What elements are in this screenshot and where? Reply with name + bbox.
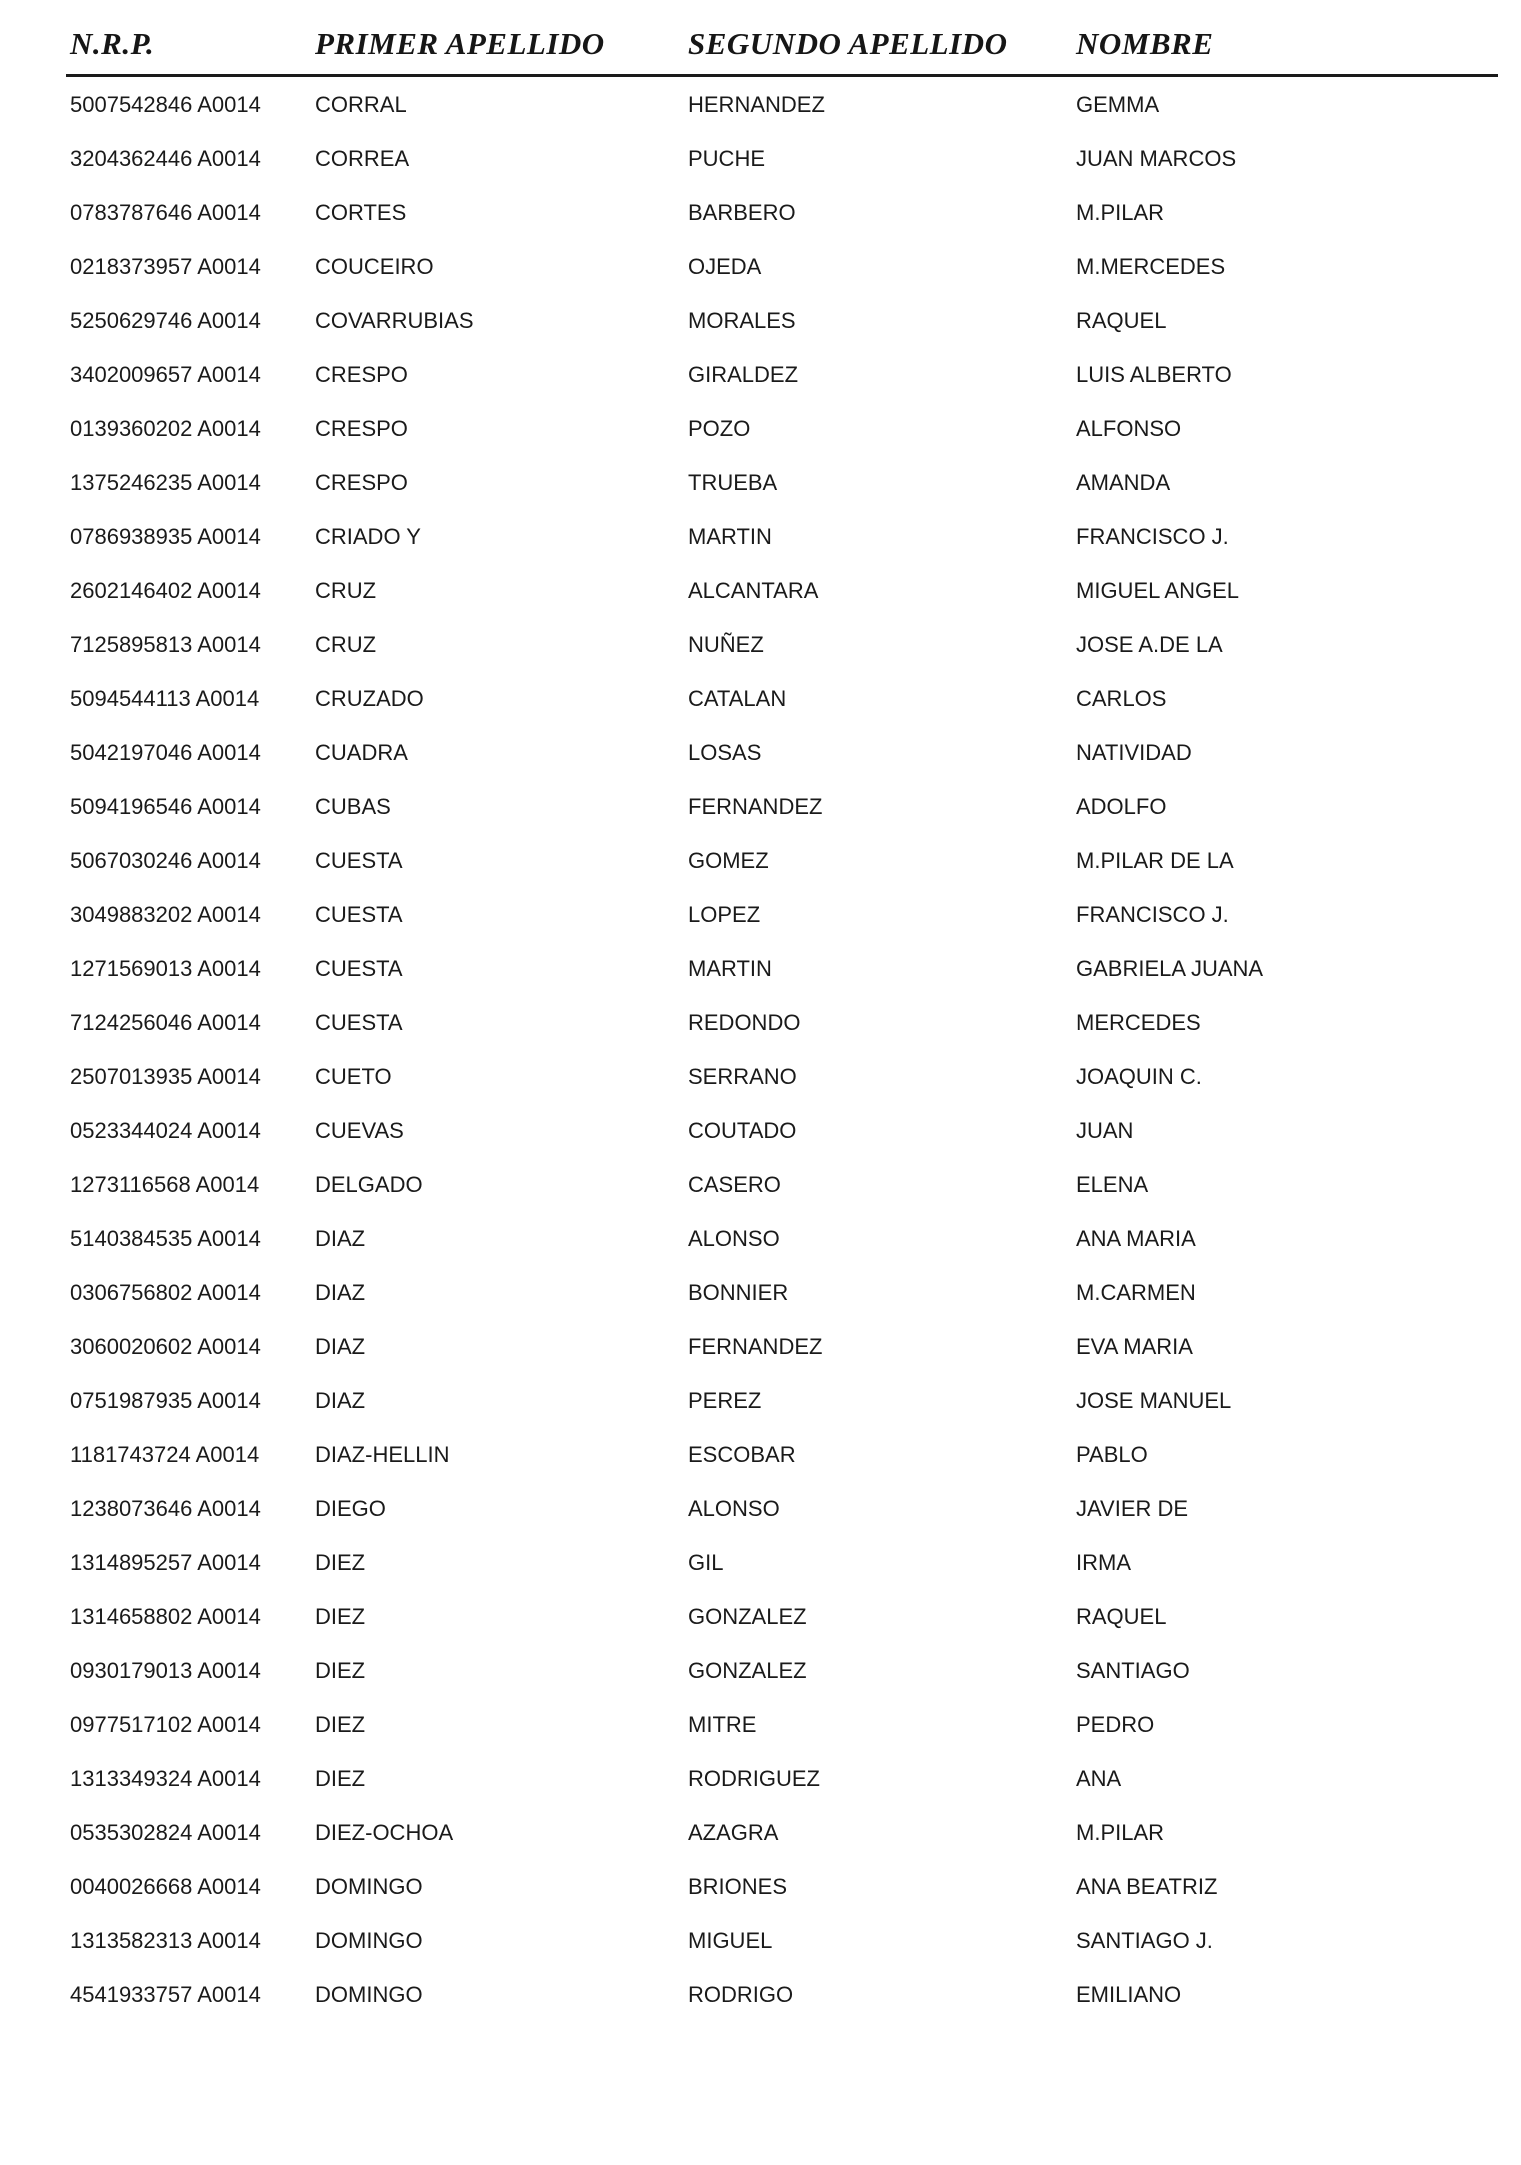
cell-nrp: 5067030246 A0014 [70,848,261,873]
cell-segundo-apellido: BRIONES [688,1874,788,1899]
cell-nombre: IRMA [1076,1550,1131,1575]
cell-nombre: M.MERCEDES [1076,254,1226,279]
cell-nrp: 1273116568 A0014 [70,1172,260,1197]
table-row [0,1652,1521,1706]
cell-nombre: GEMMA [1076,92,1160,117]
cell-nrp: 0786938935 A0014 [70,524,261,549]
cell-primer-apellido: DELGADO [315,1172,423,1197]
cell-primer-apellido: CORTES [315,200,407,225]
cell-nrp: 1238073646 A0014 [70,1496,261,1521]
cell-segundo-apellido: ALONSO [688,1496,780,1521]
cell-primer-apellido: DIAZ [315,1226,366,1251]
table-row [0,1490,1521,1544]
cell-nombre: RAQUEL [1076,308,1167,333]
cell-primer-apellido: DIEZ [315,1604,366,1629]
cell-segundo-apellido: GIL [688,1550,724,1575]
cell-nrp: 0523344024 A0014 [70,1118,261,1143]
cell-segundo-apellido: MARTIN [688,956,772,981]
cell-nombre: JUAN MARCOS [1076,146,1237,171]
cell-primer-apellido: COUCEIRO [315,254,434,279]
header-segundo-apellido: SEGUNDO APELLIDO [688,26,1008,61]
cell-nombre: CARLOS [1076,686,1167,711]
cell-segundo-apellido: MORALES [688,308,796,333]
header-nombre: NOMBRE [1076,26,1214,61]
table-row [0,1544,1521,1598]
cell-primer-apellido: CUBAS [315,794,391,819]
cell-nrp: 0306756802 A0014 [70,1280,261,1305]
header-primer-apellido: PRIMER APELLIDO [315,26,605,61]
table-body [0,86,1521,2030]
table-row [0,1382,1521,1436]
cell-segundo-apellido: MARTIN [688,524,772,549]
cell-primer-apellido: DIEZ [315,1658,366,1683]
cell-nombre: MIGUEL ANGEL [1076,578,1240,603]
table-row [0,788,1521,842]
table-row [0,410,1521,464]
cell-primer-apellido: CRESPO [315,362,408,387]
cell-segundo-apellido: FERNANDEZ [688,1334,823,1359]
table-row [0,842,1521,896]
cell-nrp: 5042197046 A0014 [70,740,261,765]
table-row [0,86,1521,140]
cell-segundo-apellido: LOSAS [688,740,762,765]
cell-segundo-apellido: FERNANDEZ [688,794,823,819]
cell-primer-apellido: DIAZ-HELLIN [315,1442,450,1467]
cell-nombre: ADOLFO [1076,794,1167,819]
table-row [0,1976,1521,2030]
table-row [0,1166,1521,1220]
cell-nrp: 7125895813 A0014 [70,632,261,657]
header-divider [66,74,1498,77]
cell-nrp: 1313349324 A0014 [70,1766,261,1791]
table-row [0,1436,1521,1490]
cell-segundo-apellido: MITRE [688,1712,757,1737]
cell-primer-apellido: DIEZ [315,1766,366,1791]
header-nrp: N.R.P. [70,26,155,61]
cell-segundo-apellido: CATALAN [688,686,787,711]
table-row [0,302,1521,356]
cell-nrp: 0139360202 A0014 [70,416,261,441]
cell-nombre: SANTIAGO [1076,1658,1190,1683]
cell-primer-apellido: DOMINGO [315,1874,423,1899]
cell-nrp: 7124256046 A0014 [70,1010,261,1035]
cell-segundo-apellido: REDONDO [688,1010,801,1035]
cell-primer-apellido: DIAZ [315,1280,366,1305]
cell-segundo-apellido: BONNIER [688,1280,789,1305]
cell-nombre: GABRIELA JUANA [1076,956,1264,981]
cell-nombre: NATIVIDAD [1076,740,1192,765]
cell-nombre: LUIS ALBERTO [1076,362,1232,387]
cell-nrp: 1181743724 A0014 [70,1442,260,1467]
cell-nombre: M.PILAR DE LA [1076,848,1234,873]
table-header [0,26,1521,76]
cell-primer-apellido: CORREA [315,146,410,171]
cell-nrp: 5140384535 A0014 [70,1226,261,1251]
cell-segundo-apellido: ESCOBAR [688,1442,796,1467]
cell-primer-apellido: DIEZ [315,1550,366,1575]
cell-primer-apellido: CUETO [315,1064,392,1089]
cell-nombre: AMANDA [1076,470,1171,495]
cell-nrp: 1271569013 A0014 [70,956,261,981]
cell-nombre: PEDRO [1076,1712,1155,1737]
table-row [0,1922,1521,1976]
cell-segundo-apellido: GONZALEZ [688,1604,807,1629]
cell-primer-apellido: CRUZADO [315,686,424,711]
cell-primer-apellido: DIEZ-OCHOA [315,1820,454,1845]
cell-segundo-apellido: NUÑEZ [688,632,764,657]
cell-primer-apellido: COVARRUBIAS [315,308,474,333]
cell-segundo-apellido: GONZALEZ [688,1658,807,1683]
cell-nrp: 1314658802 A0014 [70,1604,261,1629]
cell-nombre: ANA [1076,1766,1122,1791]
cell-nombre: M.PILAR [1076,1820,1165,1845]
cell-nrp: 5007542846 A0014 [70,92,261,117]
cell-nombre: JAVIER DE [1076,1496,1189,1521]
table-row [0,1814,1521,1868]
cell-segundo-apellido: AZAGRA [688,1820,779,1845]
cell-segundo-apellido: LOPEZ [688,902,761,927]
cell-segundo-apellido: CASERO [688,1172,781,1197]
cell-primer-apellido: DIEZ [315,1712,366,1737]
cell-nrp: 5250629746 A0014 [70,308,261,333]
cell-nrp: 1375246235 A0014 [70,470,261,495]
cell-nombre: M.PILAR [1076,200,1165,225]
cell-segundo-apellido: MIGUEL [688,1928,773,1953]
cell-primer-apellido: CRESPO [315,470,408,495]
cell-nrp: 3049883202 A0014 [70,902,261,927]
table-row [0,1868,1521,1922]
cell-nombre: RAQUEL [1076,1604,1167,1629]
table-row [0,356,1521,410]
cell-segundo-apellido: BARBERO [688,200,796,225]
table-row [0,1004,1521,1058]
table-row [0,248,1521,302]
table-row [0,1058,1521,1112]
cell-segundo-apellido: OJEDA [688,254,762,279]
cell-segundo-apellido: COUTADO [688,1118,797,1143]
cell-primer-apellido: CUESTA [315,956,403,981]
table-row [0,1706,1521,1760]
cell-primer-apellido: DIAZ [315,1388,366,1413]
cell-nrp: 5094196546 A0014 [70,794,261,819]
table-row [0,518,1521,572]
cell-nrp: 0930179013 A0014 [70,1658,261,1683]
cell-nrp: 1314895257 A0014 [70,1550,261,1575]
table-row [0,194,1521,248]
cell-nombre: M.CARMEN [1076,1280,1196,1305]
table-row [0,1760,1521,1814]
cell-nombre: JUAN [1076,1118,1134,1143]
cell-segundo-apellido: GIRALDEZ [688,362,799,387]
cell-nombre: JOAQUIN C. [1076,1064,1202,1089]
cell-nombre: JOSE A.DE LA [1076,632,1223,657]
cell-primer-apellido: DOMINGO [315,1928,423,1953]
table-row [0,1598,1521,1652]
cell-nrp: 3204362446 A0014 [70,146,261,171]
cell-segundo-apellido: HERNANDEZ [688,92,825,117]
cell-primer-apellido: CUESTA [315,848,403,873]
cell-primer-apellido: CORRAL [315,92,407,117]
cell-segundo-apellido: RODRIGO [688,1982,794,2007]
table-row [0,1220,1521,1274]
cell-primer-apellido: CUESTA [315,902,403,927]
cell-nrp: 0218373957 A0014 [70,254,261,279]
table-row [0,896,1521,950]
cell-nombre: ANA BEATRIZ [1076,1874,1218,1899]
table-row [0,680,1521,734]
cell-nrp: 5094544113 A0014 [70,686,260,711]
cell-nombre: SANTIAGO J. [1076,1928,1213,1953]
table-row [0,140,1521,194]
cell-primer-apellido: CUADRA [315,740,408,765]
cell-nrp: 3060020602 A0014 [70,1334,261,1359]
cell-nrp: 2507013935 A0014 [70,1064,261,1089]
cell-nombre: ANA MARIA [1076,1226,1196,1251]
cell-primer-apellido: DIEGO [315,1496,386,1521]
cell-segundo-apellido: GOMEZ [688,848,769,873]
cell-nombre: EMILIANO [1076,1982,1182,2007]
table-row [0,1328,1521,1382]
cell-primer-apellido: CUESTA [315,1010,403,1035]
cell-segundo-apellido: TRUEBA [688,470,778,495]
cell-nombre: MERCEDES [1076,1010,1201,1035]
cell-nrp: 0535302824 A0014 [70,1820,261,1845]
cell-nrp: 4541933757 A0014 [70,1982,261,2007]
cell-primer-apellido: CRUZ [315,578,377,603]
cell-nrp: 0783787646 A0014 [70,200,261,225]
cell-nrp: 3402009657 A0014 [70,362,261,387]
cell-primer-apellido: DIAZ [315,1334,366,1359]
cell-nombre: EVA MARIA [1076,1334,1193,1359]
cell-primer-apellido: CRUZ [315,632,377,657]
cell-segundo-apellido: SERRANO [688,1064,797,1089]
cell-primer-apellido: CRIADO Y [315,524,421,549]
cell-nombre: PABLO [1076,1442,1148,1467]
cell-nrp: 0040026668 A0014 [70,1874,261,1899]
cell-segundo-apellido: RODRIGUEZ [688,1766,820,1791]
table-row [0,1274,1521,1328]
cell-nombre: FRANCISCO J. [1076,524,1229,549]
cell-nombre: FRANCISCO J. [1076,902,1229,927]
cell-primer-apellido: CUEVAS [315,1118,404,1143]
cell-nrp: 1313582313 A0014 [70,1928,261,1953]
cell-segundo-apellido: ALONSO [688,1226,780,1251]
table-row [0,1112,1521,1166]
cell-nrp: 0751987935 A0014 [70,1388,261,1413]
cell-nombre: JOSE MANUEL [1076,1388,1232,1413]
cell-segundo-apellido: PEREZ [688,1388,762,1413]
cell-segundo-apellido: PUCHE [688,146,766,171]
table-row [0,950,1521,1004]
cell-nrp: 0977517102 A0014 [70,1712,261,1737]
cell-nrp: 2602146402 A0014 [70,578,261,603]
cell-segundo-apellido: POZO [688,416,751,441]
table-row [0,734,1521,788]
cell-segundo-apellido: ALCANTARA [688,578,819,603]
cell-nombre: ALFONSO [1076,416,1182,441]
cell-primer-apellido: CRESPO [315,416,408,441]
cell-nombre: ELENA [1076,1172,1149,1197]
cell-primer-apellido: DOMINGO [315,1982,423,2007]
table-row [0,626,1521,680]
table-row [0,572,1521,626]
table-row [0,464,1521,518]
